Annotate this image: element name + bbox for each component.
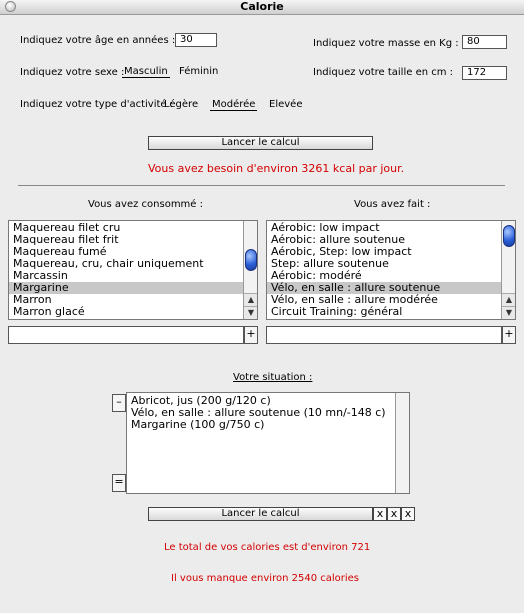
situation-list[interactable]: [126, 392, 410, 494]
scroll-up-icon[interactable]: ▲: [244, 293, 258, 306]
remove-entry-button[interactable]: –: [112, 394, 126, 412]
list-item-selected[interactable]: Vélo, en salle : allure soutenue: [267, 282, 501, 294]
height-input[interactable]: 172: [462, 66, 507, 80]
clear-x-button-1[interactable]: x: [373, 507, 387, 521]
sex-option-masculin[interactable]: Masculin: [124, 66, 168, 77]
list-item[interactable]: Marcassin: [13, 269, 68, 282]
done-scrollbar[interactable]: [501, 221, 516, 319]
scroll-up-icon[interactable]: ▲: [502, 293, 516, 306]
add-consumed-button[interactable]: +: [244, 326, 258, 344]
situation-calculate-button[interactable]: Lancer le calcul: [148, 507, 373, 521]
list-item[interactable]: Marron glacé: [13, 305, 85, 318]
age-input[interactable]: 30: [175, 33, 217, 47]
list-item[interactable]: Vélo, en salle : allure modérée: [271, 293, 438, 306]
calculate-button[interactable]: Lancer le calcul: [148, 136, 373, 150]
list-item[interactable]: Aérobic: modéré: [271, 269, 362, 282]
scroll-thumb[interactable]: [245, 249, 257, 271]
situation-header: Votre situation :: [233, 372, 313, 383]
list-item[interactable]: Step: allure soutenue: [271, 257, 389, 270]
equals-button[interactable]: =: [112, 474, 126, 492]
height-label: Indiquez votre taille en cm :: [313, 67, 454, 78]
list-item[interactable]: Marron: [13, 293, 52, 306]
consumed-header: Vous avez consommé :: [88, 199, 203, 210]
sex-option-feminin[interactable]: Féminin: [179, 66, 219, 77]
title-bar: [0, 0, 524, 15]
activity-label: Indiquez votre type d'activité :: [20, 99, 174, 110]
divider: [18, 185, 505, 186]
clear-x-button-2[interactable]: x: [387, 507, 401, 521]
list-item[interactable]: Maquereau, cru, chair uniquement: [13, 257, 204, 270]
activity-option-elevee[interactable]: Elevée: [269, 99, 303, 110]
missing-calories-result: Il vous manque environ 2540 calories: [171, 573, 360, 584]
sex-label: Indiquez votre sexe :: [20, 67, 125, 78]
situation-entry[interactable]: Vélo, en salle : allure soutenue (10 mn/-148 c): [131, 406, 386, 419]
activity-option-moderee[interactable]: Modérée: [212, 99, 256, 110]
scroll-thumb[interactable]: [503, 225, 515, 247]
scroll-down-icon[interactable]: ▼: [502, 306, 516, 320]
total-calories-result: Le total de vos calories est d'environ 721: [164, 542, 371, 553]
add-done-button[interactable]: +: [502, 326, 516, 344]
activity-option-legere[interactable]: Légère: [164, 99, 199, 110]
list-item[interactable]: Maquereau filet cru: [13, 221, 121, 234]
close-icon[interactable]: [5, 1, 16, 12]
consumed-scrollbar[interactable]: [243, 221, 258, 319]
list-item[interactable]: Circuit Training: général: [271, 305, 403, 318]
scroll-down-icon[interactable]: ▼: [244, 306, 258, 320]
list-item[interactable]: Maquereau fumé: [13, 245, 107, 258]
window-title: Calorie: [240, 0, 284, 13]
list-item-selected[interactable]: Margarine: [9, 282, 243, 294]
list-item[interactable]: Aérobic, Step: low impact: [271, 245, 412, 258]
done-list[interactable]: [266, 220, 516, 320]
list-item[interactable]: Maquereau filet frit: [13, 233, 119, 246]
list-item[interactable]: Aérobic: low impact: [271, 221, 380, 234]
daily-need-result: Vous avez besoin d'environ 3261 kcal par jour.: [148, 162, 405, 175]
situation-entry[interactable]: Abricot, jus (200 g/120 c): [131, 394, 271, 407]
situation-scrollbar[interactable]: [395, 393, 410, 493]
done-header: Vous avez fait :: [354, 199, 431, 210]
clear-x-button-3[interactable]: x: [401, 507, 415, 521]
age-label: Indiquez votre âge en années :: [20, 35, 176, 46]
mass-input[interactable]: 80: [462, 35, 507, 49]
list-item[interactable]: Aérobic: allure soutenue: [271, 233, 405, 246]
situation-entry[interactable]: Margarine (100 g/750 c): [131, 418, 265, 431]
consumed-quantity-input[interactable]: [8, 326, 244, 344]
mass-label: Indiquez votre masse en Kg :: [313, 38, 459, 49]
consumed-list[interactable]: [8, 220, 258, 320]
done-duration-input[interactable]: [266, 326, 502, 344]
